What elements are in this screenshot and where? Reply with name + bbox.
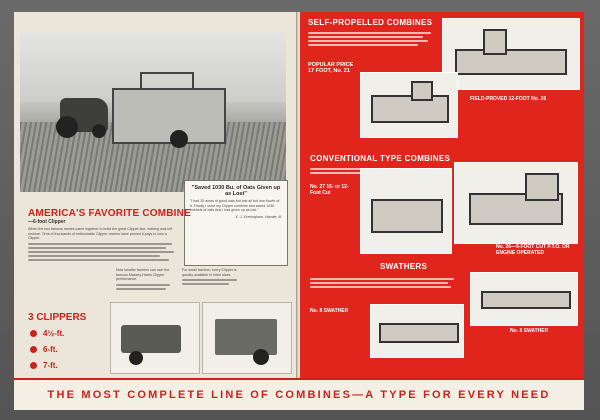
section-title: AMERICA'S FAVORITE COMBINE bbox=[28, 208, 191, 219]
model-label: No. 8 SWATHER bbox=[310, 308, 349, 314]
bottom-banner bbox=[14, 378, 584, 410]
size-item bbox=[30, 361, 64, 370]
self-propelled-photo-2 bbox=[360, 72, 458, 138]
conventional-photo-2 bbox=[360, 168, 452, 254]
clipper-photo-small bbox=[110, 302, 200, 374]
intro-paragraph: When the two famous names came together to build the great Clipper line, nothing was left undone. Tens of thousands of enthusiastic Clipper owners have proved it pays to own a Clipper. bbox=[28, 227, 178, 263]
bullet-icon bbox=[30, 330, 37, 337]
swathers-title: SWATHERS bbox=[380, 262, 428, 271]
swather-photo-1 bbox=[470, 272, 578, 326]
self-propelled-photo-1 bbox=[442, 18, 580, 90]
model-label: No. 8 SWATHER bbox=[510, 328, 549, 334]
size-label: 6-ft. bbox=[43, 345, 58, 354]
column-three-text: For small tractors, every Clipper is quickly available in three sizes. bbox=[182, 268, 242, 287]
testimonial-quote-box bbox=[184, 180, 288, 266]
size-label: 7-ft. bbox=[43, 361, 58, 370]
model-label: FIELD-PROVED 12-FOOT No. 26 bbox=[470, 96, 547, 102]
bullet-icon bbox=[30, 362, 37, 369]
conventional-title: CONVENTIONAL TYPE COMBINES bbox=[310, 154, 451, 163]
self-propelled-text bbox=[308, 30, 436, 48]
size-item bbox=[30, 329, 64, 338]
model-label: POPULAR PRICE 17 FOOT, No. 21 bbox=[308, 62, 354, 74]
clipper-photo-large bbox=[202, 302, 292, 374]
size-item bbox=[30, 345, 64, 354]
swathers-text bbox=[310, 276, 460, 290]
brochure-spread bbox=[14, 12, 584, 408]
swather-photo-2 bbox=[370, 304, 464, 358]
column-two-text: Now smaller farmers can own the famous Massey-Harris Clipper performance. bbox=[116, 268, 176, 292]
banner-text: THE MOST COMPLETE LINE OF COMBINES—A TYPE FOR EVERY NEED bbox=[47, 389, 551, 401]
right-page bbox=[300, 12, 584, 408]
quote-signature: E. J. Everingham, Hamlet, Ill. bbox=[235, 214, 282, 219]
self-propelled-title: SELF-PROPELLED COMBINES bbox=[308, 18, 433, 27]
quote-body: "I had 30 acres of good oats but lost all but one-fourth of it. Finally I used my Clipper combine and saved 1030 bushels of oats that I had given up as lost." bbox=[190, 199, 280, 213]
clippers-title: 3 CLIPPERS bbox=[28, 312, 87, 323]
section-subtitle: —6-foot Clipper bbox=[28, 219, 66, 225]
quote-title: "Saved 1030 Bu. of Oats Given up as Lost" bbox=[191, 185, 281, 197]
hero-photo-tractor-combine bbox=[20, 32, 286, 192]
conventional-photo-1 bbox=[454, 162, 578, 244]
bullet-icon bbox=[30, 346, 37, 353]
size-label: 4½-ft. bbox=[43, 329, 65, 338]
left-page bbox=[14, 12, 298, 408]
clipper-sizes-list bbox=[30, 329, 64, 377]
model-label: No. 26—9-FOOT CUT P.T.O. OR ENGINE OPERATED bbox=[496, 244, 570, 256]
model-label: No. 27 16- or 12-Foot Cut bbox=[310, 184, 349, 196]
